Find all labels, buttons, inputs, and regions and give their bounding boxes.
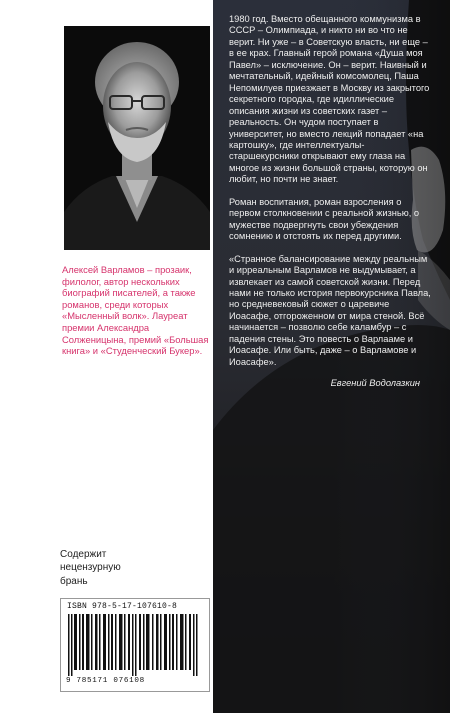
- isbn-number: ISBN 978-5-17-107610-8: [67, 602, 178, 611]
- review-quote: «Странное балансирование между реальным и ирреальным Варламов не выдумывает, а извлекает из самой советской жизни. Перед нами не только история первокурсника Павла, но средневековый сюжет о царевиче Иоасафе, отгороженном от мира стеной. Всё начинается – позволю себе каламбур – с падения стены. Это повесть о Варлааме и Иоасафе. Или быть, даже – о Варламове и Иоасафе».: [229, 253, 431, 367]
- annotation-paragraph: 1980 год. Вместо обещанного коммунизма в СССР – Олимпиада, и никто ни во что не верит. Ни уже – в Советскую власть, ни еще – в ее крах. Главный герой романа «Душа моя Павел» – исключение. Он – верит. Наивный и мечтательный, идейный комсомолец, Паша Непомилуев приезжает в Москву из закрытого секретного городка, где идиллические описания жизни из советских газет – реальность. Он чудом поступает в университет, но вместо лекций попадает «на картошку», где интеллектуалы-старшекурсники открывают ему глаза на многое из жизни большой страны, которую он любит, но почти не знает.: [229, 14, 430, 185]
- right-panel: [213, 0, 450, 713]
- author-bio: Алексей Варламов – прозаик, филолог, автор нескольких биографий писателей, а также романов, среди которых «Мысленный волк». Лауреат премии Александра Солженицына, премий «Большая книга» и «Студенческий Букер».: [62, 264, 209, 357]
- barcode-digits: 9 785171 076108: [66, 677, 145, 685]
- annotation-paragraph: Роман воспитания, роман взросления о первом столкновении с реальной жизнью, о мужестве подвергнуть свои убеждения сомнению и отстоять их перед другими.: [229, 196, 420, 242]
- isbn-block: [60, 598, 210, 692]
- annotation-text: [229, 14, 434, 390]
- warning-line: Содержит: [60, 549, 107, 560]
- warning-line: нецензурную: [60, 562, 121, 574]
- quote-author: Евгений Водолазкин: [330, 378, 420, 389]
- barcode: [68, 614, 204, 676]
- author-photo: [64, 26, 210, 250]
- left-panel: [0, 0, 213, 713]
- content-warning: [60, 548, 180, 588]
- warning-line: брань: [60, 575, 88, 587]
